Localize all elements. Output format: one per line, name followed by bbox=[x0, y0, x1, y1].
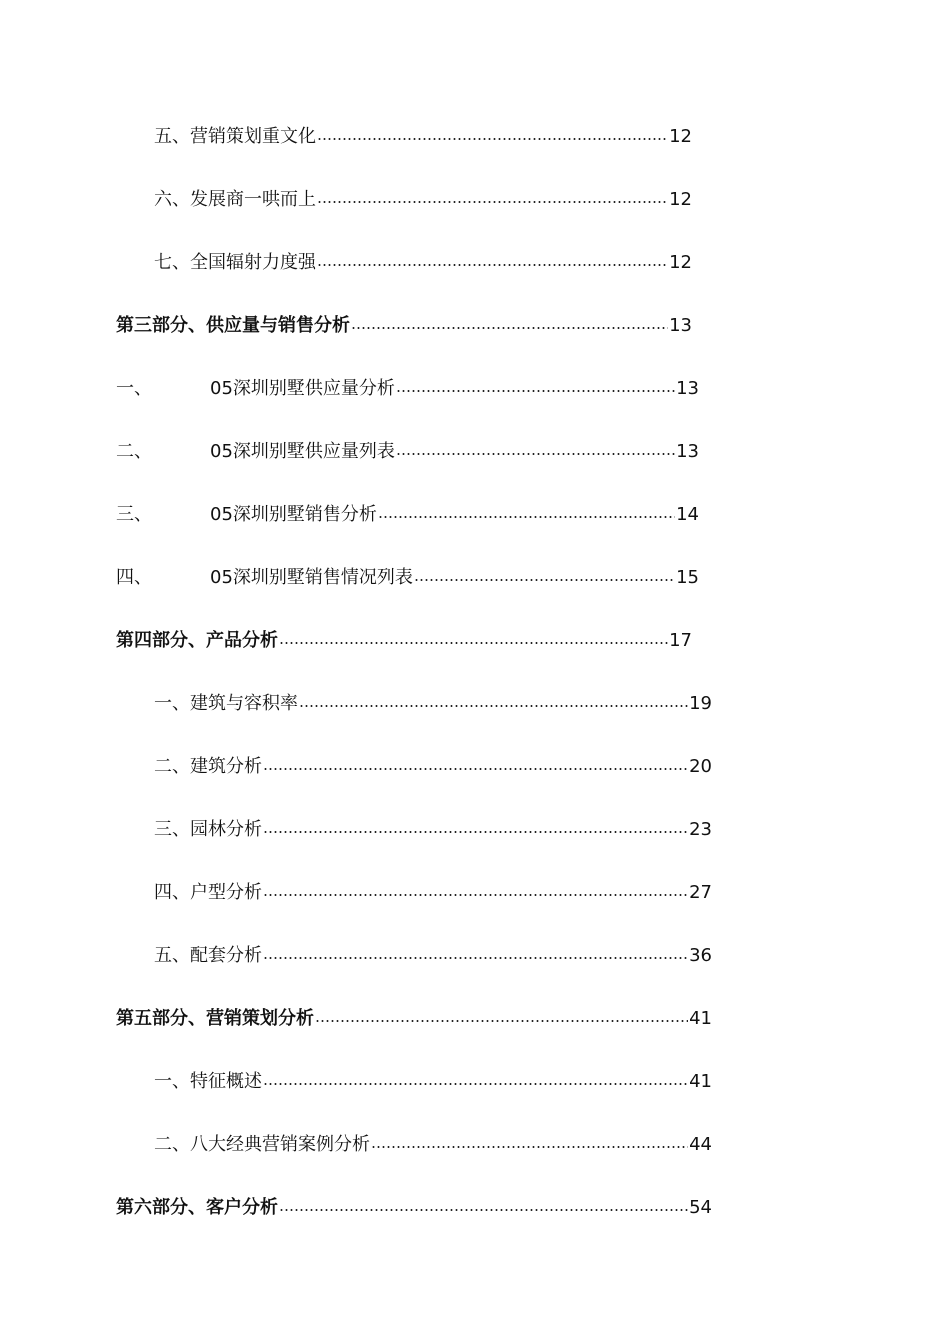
toc-entry[interactable] bbox=[116, 563, 699, 593]
toc-entry-page: 19 bbox=[689, 693, 712, 714]
toc-entry[interactable] bbox=[154, 815, 712, 845]
toc-entry-section[interactable] bbox=[116, 1193, 712, 1223]
toc-entry-section[interactable] bbox=[116, 626, 692, 656]
toc-entry-number: 四、 bbox=[116, 567, 152, 588]
toc-entry-section[interactable] bbox=[116, 311, 692, 341]
toc-entry-page: 12 bbox=[669, 252, 692, 273]
toc-dot-leader bbox=[371, 1146, 688, 1148]
toc-entry-title: 一、特征概述 bbox=[154, 1071, 262, 1092]
toc-entry-page: 12 bbox=[669, 126, 692, 147]
toc-entry-title: 05深圳别墅供应量列表 bbox=[210, 441, 395, 462]
toc-entry[interactable] bbox=[154, 941, 712, 971]
toc-entry-title: 三、园林分析 bbox=[154, 819, 262, 840]
toc-dot-leader bbox=[263, 831, 688, 833]
toc-dot-leader bbox=[263, 768, 688, 770]
toc-entry-title: 05深圳别墅销售情况列表 bbox=[210, 567, 413, 588]
toc-entry-page: 23 bbox=[689, 819, 712, 840]
toc-dot-leader bbox=[396, 390, 675, 392]
toc-entry[interactable] bbox=[116, 374, 699, 404]
toc-entry-title: 七、全国辐射力度强 bbox=[154, 252, 316, 273]
toc-entry[interactable] bbox=[154, 248, 692, 278]
toc-entry-title: 05深圳别墅销售分析 bbox=[210, 504, 377, 525]
toc-entry-page: 13 bbox=[676, 441, 699, 462]
toc-entry-number: 一、 bbox=[116, 378, 152, 399]
toc-entry[interactable] bbox=[154, 1130, 712, 1160]
toc-dot-leader bbox=[317, 264, 668, 266]
toc-entry[interactable] bbox=[154, 122, 692, 152]
toc-entry-title: 六、发展商一哄而上 bbox=[154, 189, 316, 210]
toc-entry-number: 三、 bbox=[116, 504, 152, 525]
toc-entry-page: 41 bbox=[689, 1008, 712, 1029]
toc-entry-title: 第四部分、产品分析 bbox=[116, 630, 278, 651]
toc-dot-leader bbox=[263, 1083, 688, 1085]
toc-dot-leader bbox=[378, 516, 675, 518]
toc-entry[interactable] bbox=[154, 1067, 712, 1097]
toc-entry-number: 二、 bbox=[116, 441, 152, 462]
toc-entry-title: 四、户型分析 bbox=[154, 882, 262, 903]
toc-entry-page: 13 bbox=[669, 315, 692, 336]
toc-entry-title: 第六部分、客户分析 bbox=[116, 1197, 278, 1218]
toc-entry-title: 05深圳别墅供应量分析 bbox=[210, 378, 395, 399]
toc-entry[interactable] bbox=[116, 500, 699, 530]
toc-entry-section[interactable] bbox=[116, 1004, 712, 1034]
toc-entry-title: 一、建筑与容积率 bbox=[154, 693, 298, 714]
toc-dot-leader bbox=[263, 894, 688, 896]
toc-entry-page: 44 bbox=[689, 1134, 712, 1155]
toc-entry-page: 13 bbox=[676, 378, 699, 399]
toc-entry-title: 第三部分、供应量与销售分析 bbox=[116, 315, 350, 336]
toc-dot-leader bbox=[396, 453, 675, 455]
toc-entry-page: 36 bbox=[689, 945, 712, 966]
toc-entry-title: 五、配套分析 bbox=[154, 945, 262, 966]
toc-dot-leader bbox=[317, 138, 668, 140]
toc-entry[interactable] bbox=[154, 752, 712, 782]
toc-entry-page: 12 bbox=[669, 189, 692, 210]
toc-dot-leader bbox=[414, 579, 675, 581]
toc-dot-leader bbox=[279, 642, 668, 644]
toc-dot-leader bbox=[317, 201, 668, 203]
toc-entry-title: 二、八大经典营销案例分析 bbox=[154, 1134, 370, 1155]
toc-entry-page: 41 bbox=[689, 1071, 712, 1092]
toc-entry-title: 第五部分、营销策划分析 bbox=[116, 1008, 314, 1029]
toc-dot-leader bbox=[263, 957, 688, 959]
toc-dot-leader bbox=[299, 705, 688, 707]
toc-dot-leader bbox=[279, 1209, 688, 1211]
toc-entry-page: 17 bbox=[669, 630, 692, 651]
toc-dot-leader bbox=[351, 327, 668, 329]
toc-entry-page: 27 bbox=[689, 882, 712, 903]
toc-dot-leader bbox=[315, 1020, 688, 1022]
toc-entry-page: 15 bbox=[676, 567, 699, 588]
toc-entry-page: 54 bbox=[689, 1197, 712, 1218]
toc-entry-title: 五、营销策划重文化 bbox=[154, 126, 316, 147]
toc-entry-title: 二、建筑分析 bbox=[154, 756, 262, 777]
toc-entry[interactable] bbox=[154, 878, 712, 908]
toc-entry-page: 14 bbox=[676, 504, 699, 525]
toc-entry-page: 20 bbox=[689, 756, 712, 777]
toc-entry[interactable] bbox=[154, 689, 712, 719]
toc-entry[interactable] bbox=[116, 437, 699, 467]
toc-entry[interactable] bbox=[154, 185, 692, 215]
